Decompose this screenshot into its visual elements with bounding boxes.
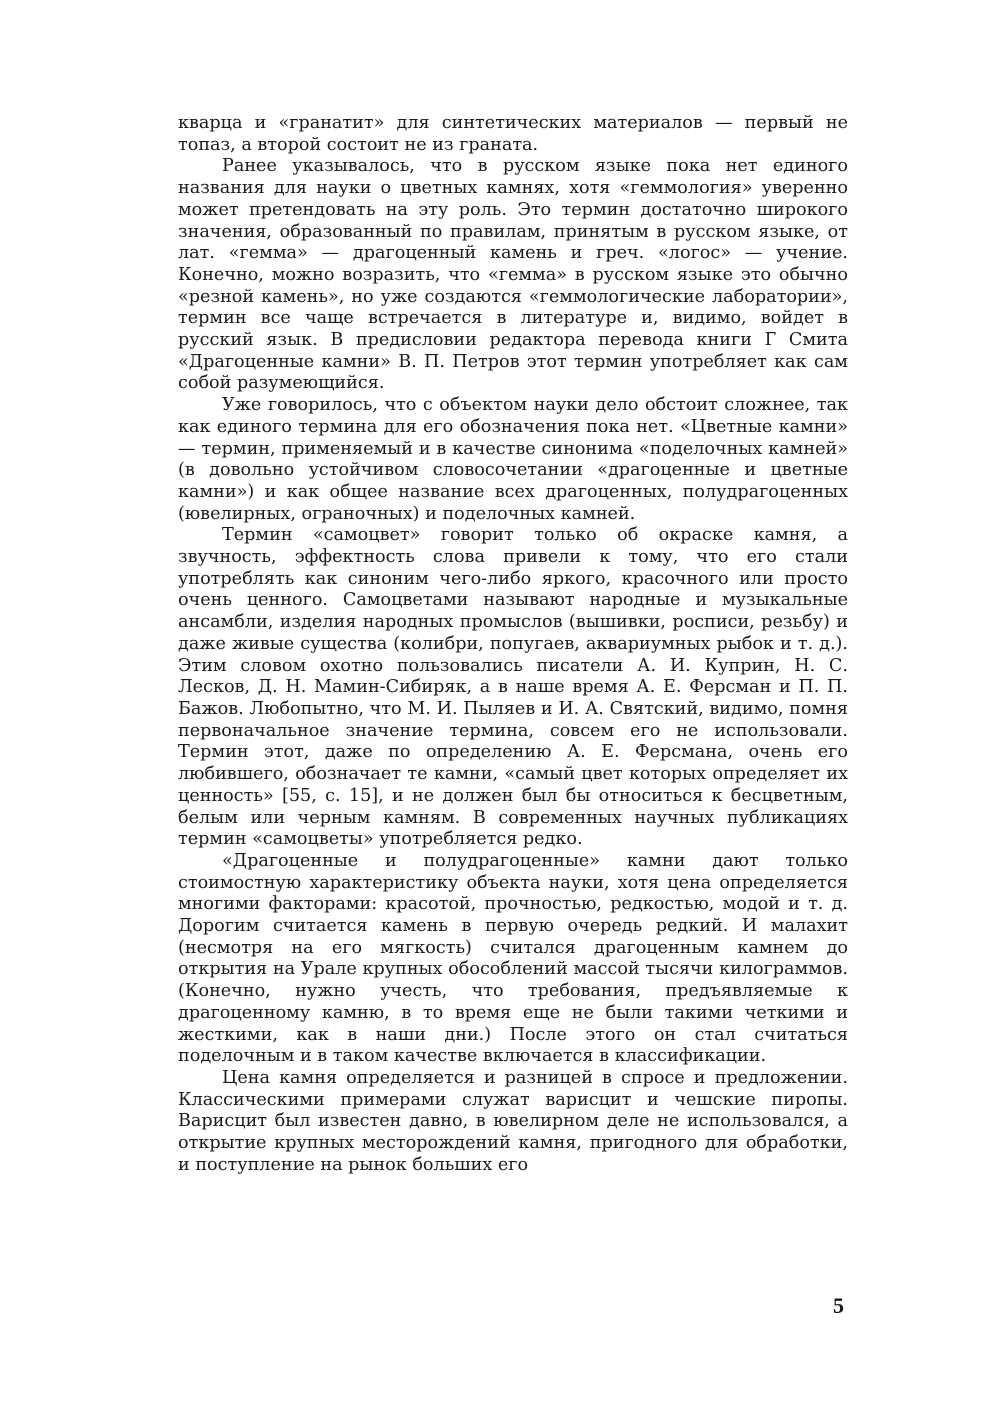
paragraph-continuation: кварца и «гранатит» для синтетических материалов — первый не топаз, а второй состоит не из граната. <box>178 113 848 155</box>
body-text <box>178 113 848 1176</box>
paragraph-stone-price: Цена камня определяется и разницей в спросе и предложении. Классическими примерами служат варисцит и чешские пиропы. Варисцит был известен давно, в ювелирном деле не использовался, а открытие крупных месторождений камня, пригодного для обработки, и поступление на рынок больших его <box>178 1067 848 1175</box>
page-number: 5 <box>833 1293 844 1318</box>
paragraph-gemmology-term: Ранее указывалось, что в русском языке пока нет единого названия для науки о цветных камнях, хотя «геммология» уверенно может претендовать на эту роль. Это термин достаточно широкого значения, образованный по правилам, принятым в русском языке, от лат. «гемма» — драгоценный камень и греч. «логос» — учение. Конечно, можно возразить, что «гемма» в русском языке это обычно «резной камень», но уже создаются «геммологические лаборатории», термин все чаще встречается в литературе и, видимо, войдет в русский язык. В предисловии редактора перевода книги Г Смита «Драгоценные камни» В. П. Петров этот термин употребляет как сам собой разумеющийся. <box>178 156 848 394</box>
paragraph-precious-stones: «Драгоценные и полудрагоценные» камни дают только стоимостную характеристику объекта науки, хотя цена определяется многими факторами: красотой, прочностью, редкостью, модой и т. д. Дорогим считается камень в первую очередь редкий. И малахит (несмотря на его мягкость) считался драгоценным камнем до открытия на Урале крупных обособлений массой тысячи килограммов. (Конечно, нужно учесть, что требования, предъявляемые к драгоценному камню, в то время еще не были такими четкими и жесткими, как в наши дни.) После этого он стал считаться поделочным и в таком качестве включается в классификации. <box>178 850 848 1067</box>
paragraph-samotsvet-term: Термин «самоцвет» говорит только об окраске камня, а звучность, эффектность слова привели к тому, что его стали употреблять как синоним чего-либо яркого, красочного или просто очень ценного. Самоцветами называют народные и музыкальные ансамбли, изделия народных промыслов (вышивки, росписи, резьбу) и даже живые существа (колибри, попугаев, аквариумных рыбок и т. д.). Этим словом охотно пользовались писатели А. И. Куприн, Н. С. Лесков, Д. Н. Мамин-Сибиряк, а в наше время А. Е. Ферсман и П. П. Бажов. Любопытно, что М. И. Пыляев и И. А. Святский, видимо, помня первоначальное значение термина, совсем его не использовали. Термин этот, даже по определению А. Е. Ферсмана, очень его любившего, обозначает те камни, «самый цвет которых определяет их ценность» [55, с. 15], и не должен был бы относиться к бесцветным, белым или черным камням. В современных научных публикациях термин «самоцветы» употребляется редко. <box>178 525 848 850</box>
paragraph-colored-stones-term: Уже говорилось, что с объектом науки дело обстоит сложнее, так как единого термина для его обозначения пока нет. «Цветные камни» — термин, применяемый и в качестве синонима «поделочных камней» (в довольно устойчивом словосочетании «драгоценные и цветные камни») и как общее название всех драгоценных, полудрагоценных (ювелирных, ограночных) и поделочных камней. <box>178 395 848 524</box>
